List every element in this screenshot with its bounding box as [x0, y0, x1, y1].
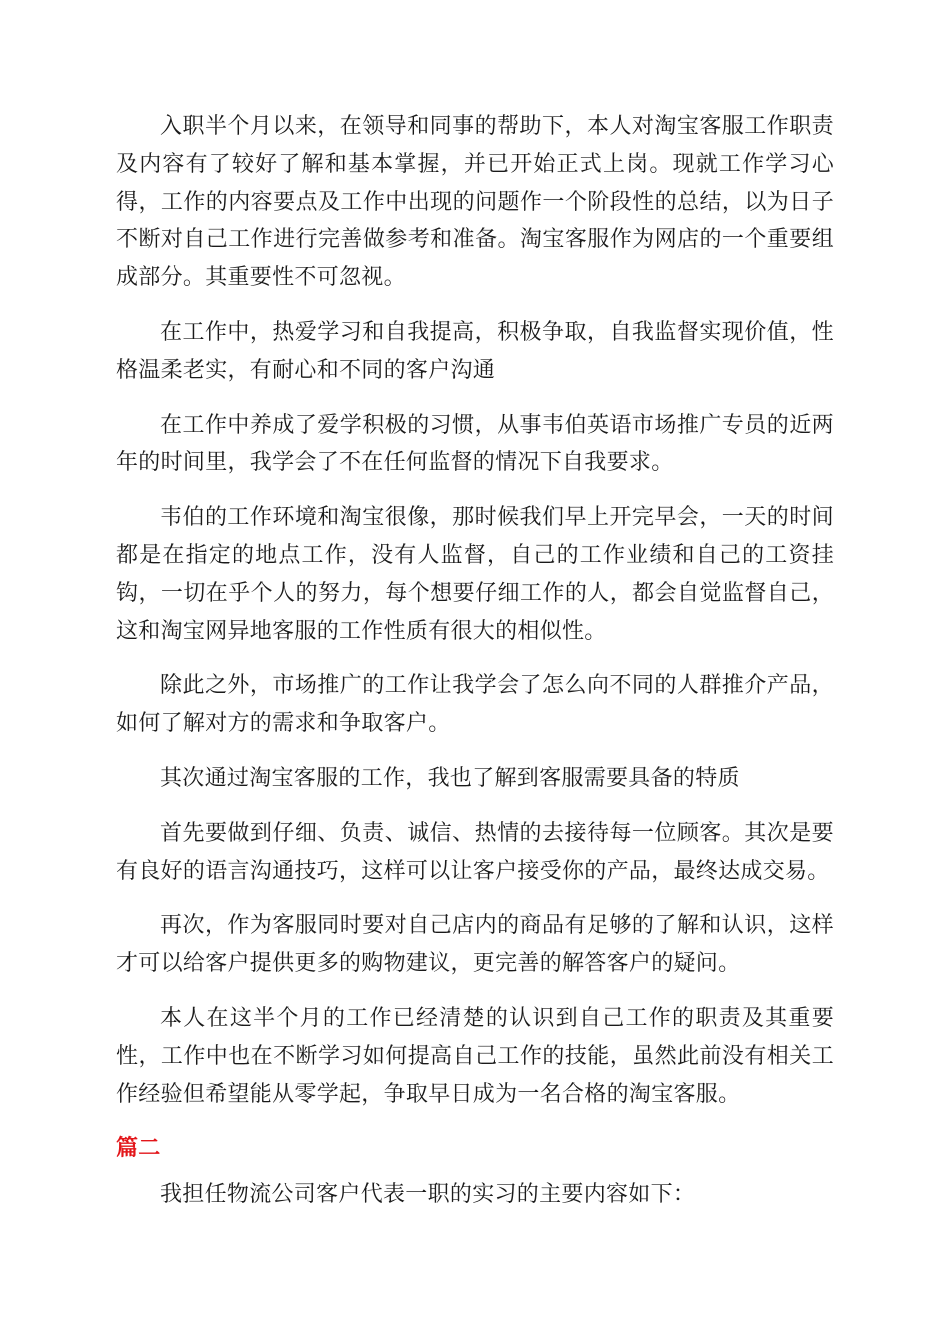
- paragraph-4: 韦伯的工作环境和淘宝很像，那时候我们早上开完早会，一天的时间都是在指定的地点工作，没有人监督，自己的工作业绩和自己的工资挂钩，一切在乎个人的努力，每个想要仔细工作的人，都会自觉监督自己，这和淘宝网异地客服的工作性质有很大的相似性。: [116, 505, 834, 644]
- section-heading: 篇二: [116, 1136, 161, 1162]
- paragraph-5: 除此之外，市场推广的工作让我学会了怎么向不同的人群推介产品，如何了解对方的需求和争取客户。: [116, 673, 834, 737]
- paragraph-7: 首先要做到仔细、负责、诚信、热情的去接待每一位顾客。其次是要有良好的语言沟通技巧，这样可以让客户接受你的产品，最终达成交易。: [116, 820, 834, 884]
- paragraph-6: 其次通过淘宝客服的工作，我也了解到客服需要具备的特质: [160, 765, 740, 791]
- paragraph-2: 在工作中，热爱学习和自我提高，积极争取，自我监督实现价值，性格温柔老实，有耐心和不同的客户沟通: [116, 319, 834, 383]
- paragraph-9: 本人在这半个月的工作已经清楚的认识到自己工作的职责及其重要性，工作中也在不断学习如何提高自己工作的技能，虽然此前没有相关工作经验但希望能从零学起，争取早日成为一名合格的淘宝客服。: [116, 1005, 834, 1107]
- section-paragraph: 我担任物流公司客户代表一职的实习的主要内容如下：: [160, 1182, 696, 1208]
- paragraph-1: 入职半个月以来，在领导和同事的帮助下，本人对淘宝客服工作职责及内容有了较好了解和基本掌握，并已开始正式上岗。现就工作学习心得，工作的内容要点及工作中出现的问题作一个阶段性的总结，以为日子不断对自己工作进行完善做参考和准备。淘宝客服作为网店的一个重要组成部分。其重要性不可忽视。: [116, 114, 834, 291]
- document-body: [116, 108, 834, 1231]
- paragraph-8: 再次，作为客服同时要对自己店内的商品有足够的了解和认识，这样才可以给客户提供更多的购物建议，更完善的解答客户的疑问。: [116, 913, 834, 977]
- paragraph-3: 在工作中养成了爱学积极的习惯，从事韦伯英语市场推广专员的近两年的时间里，我学会了不在任何监督的情况下自我要求。: [116, 412, 834, 476]
